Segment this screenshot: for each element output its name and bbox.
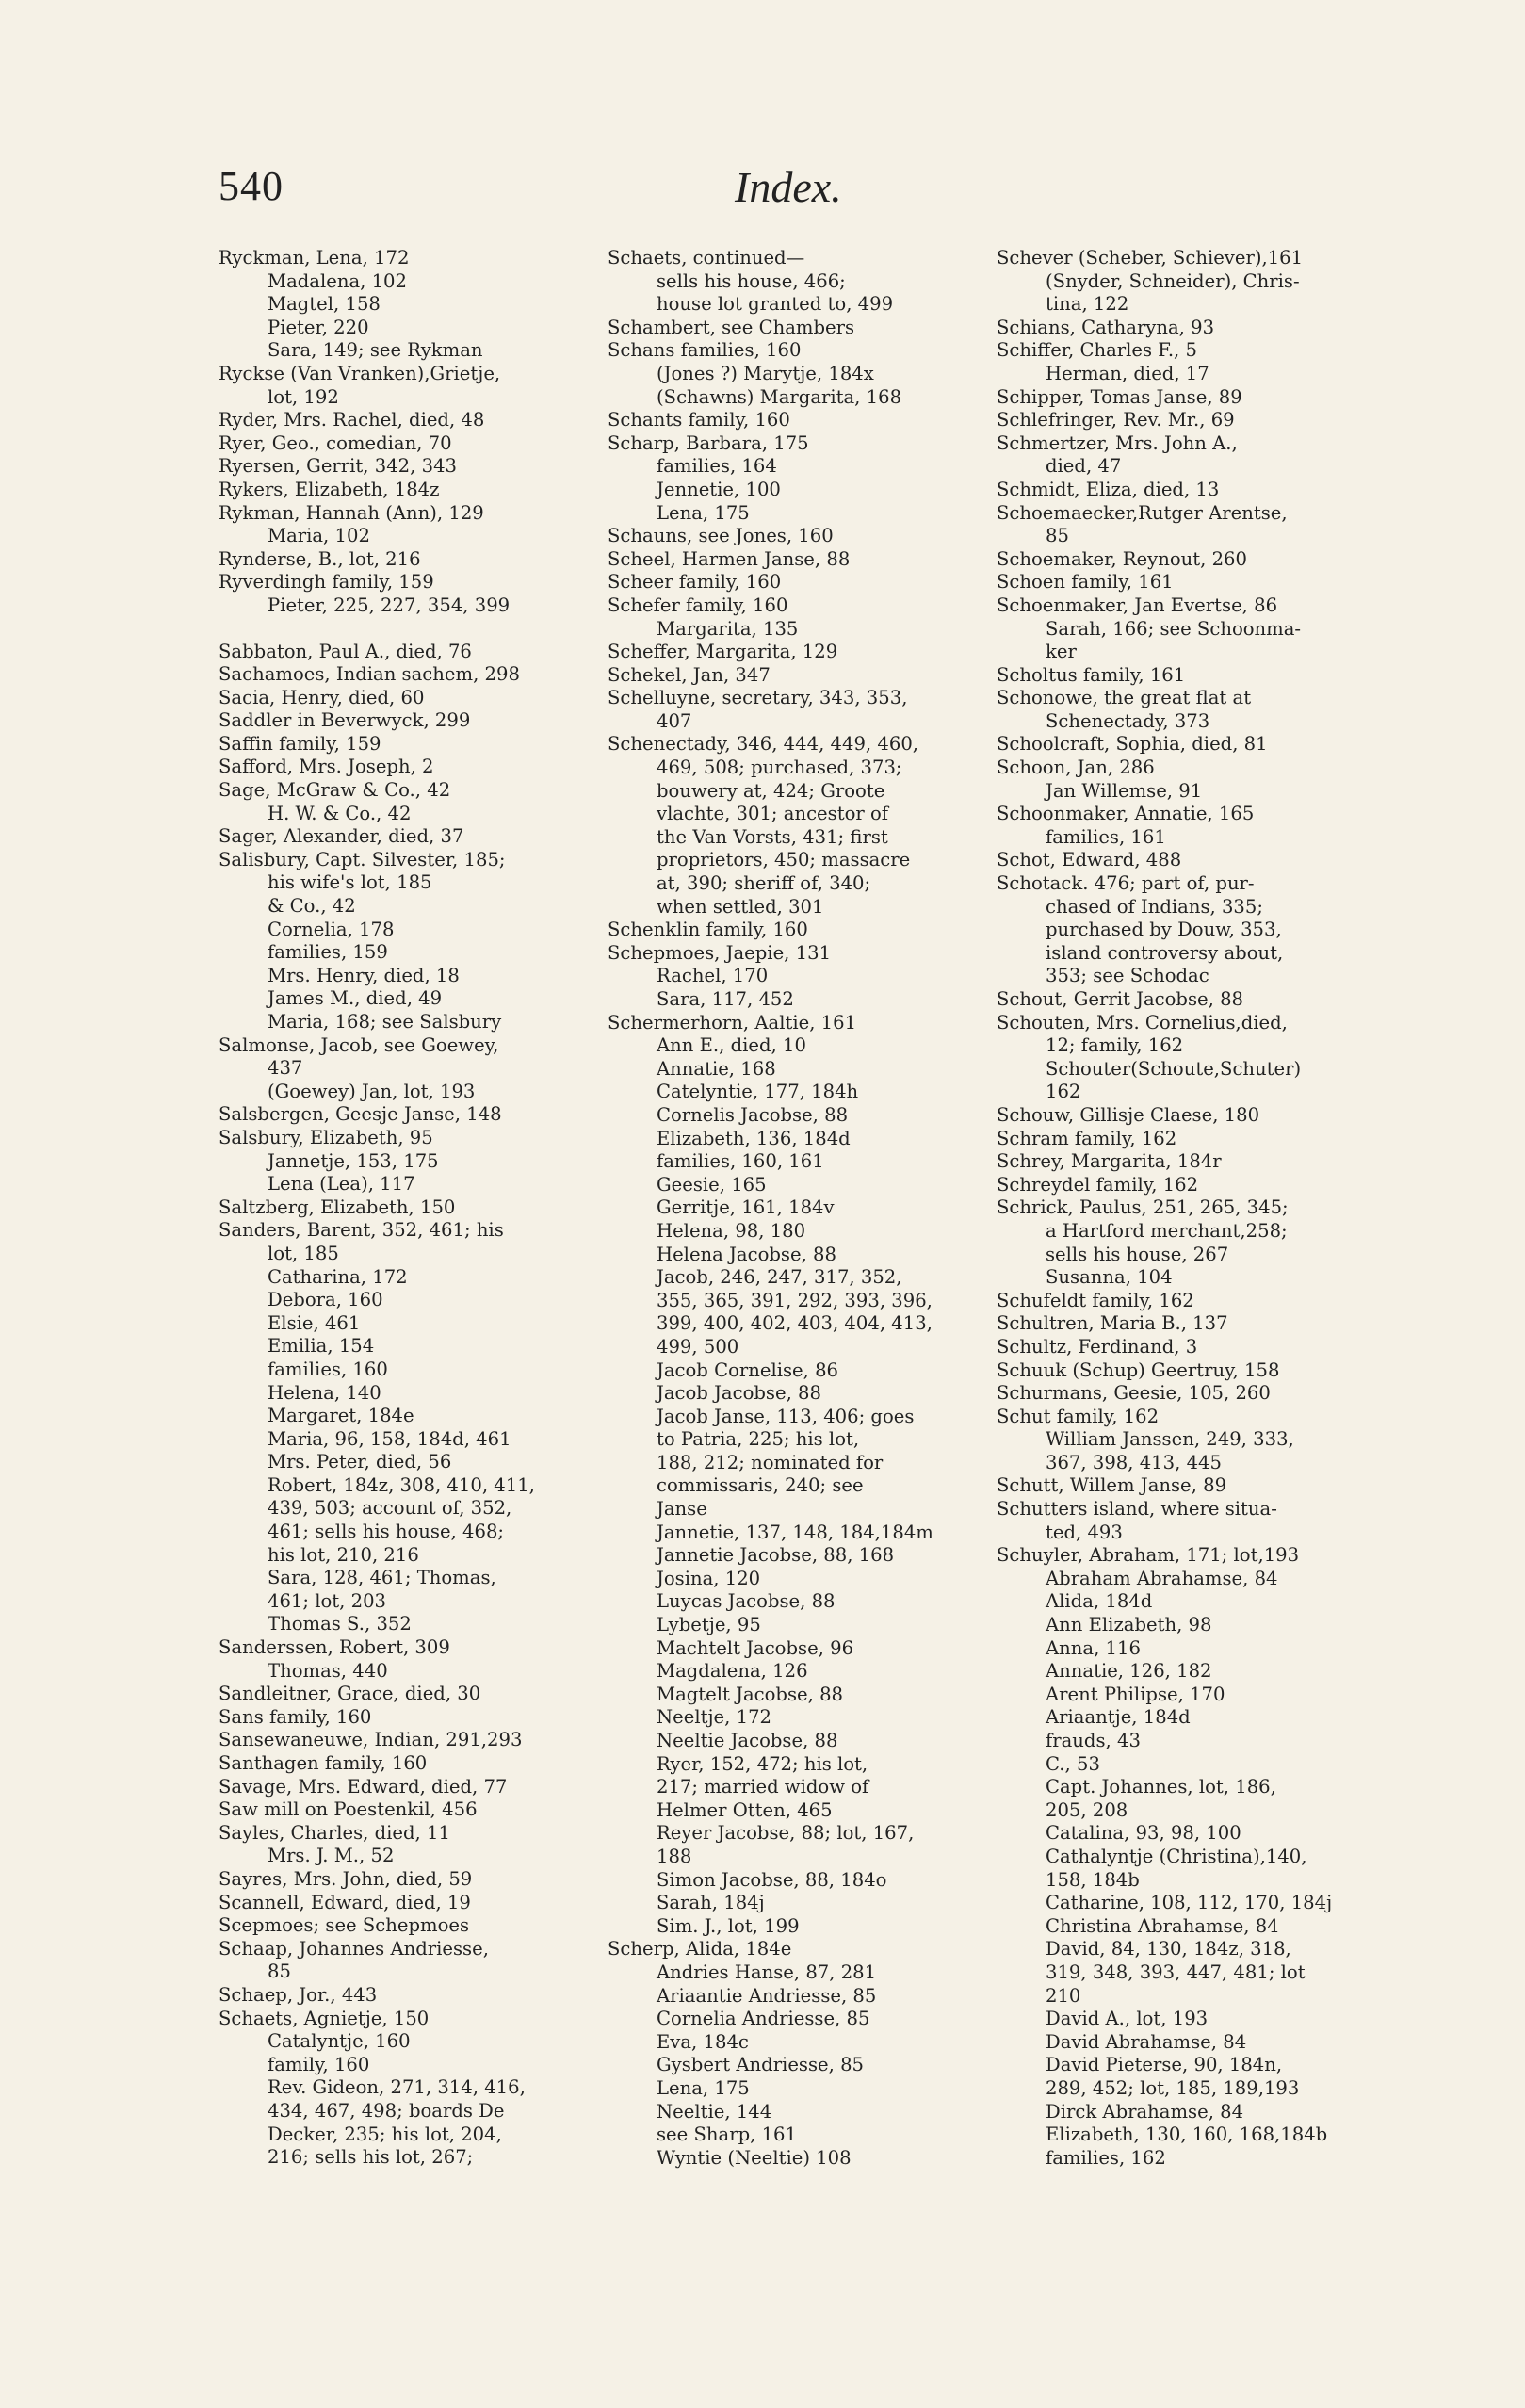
page-header xyxy=(219,162,1349,219)
index-entry: 289, 452; lot, 185, 189,193 xyxy=(1046,2076,1300,2099)
index-entry: Schrick, Paulus, 251, 265, 345; xyxy=(997,1196,1289,1219)
index-entry: Ryer, 152, 472; his lot, xyxy=(657,1752,868,1775)
index-entry: Schermerhorn, Aaltie, 161 xyxy=(608,1011,857,1033)
index-entry: purchased by Douw, 353, xyxy=(1046,919,1282,941)
index-entry: & Co., 42 xyxy=(268,895,356,918)
index-entry: Jennetie, 100 xyxy=(657,478,781,500)
index-entry: Elizabeth, 130, 160, 168,184b xyxy=(1046,2123,1328,2146)
index-entry: Saltzberg, Elizabeth, 150 xyxy=(219,1196,456,1218)
index-entry: Sager, Alexander, died, 37 xyxy=(219,825,464,848)
index-entry: Sara, 149; see Rykman xyxy=(268,339,483,362)
index-entry: Catelyntie, 177, 184h xyxy=(657,1081,859,1103)
index-entry: Schmertzer, Mrs. John A., xyxy=(997,431,1238,454)
index-entry: Jacob, 246, 247, 317, 352, xyxy=(657,1266,902,1289)
index-entry: Magdalena, 126 xyxy=(657,1660,808,1683)
index-entry: Schoemaecker,Rutger Arentse, xyxy=(997,501,1288,524)
index-entry: Helmer Otten, 465 xyxy=(657,1798,833,1821)
index-entry: Scholtus family, 161 xyxy=(997,663,1186,686)
index-entry: Santhagen family, 160 xyxy=(219,1752,428,1774)
index-entry: Schaap, Johannes Andriesse, xyxy=(219,1937,489,1960)
index-entry: Mrs. Henry, died, 18 xyxy=(268,964,460,986)
index-entry: Schaep, Jor., 443 xyxy=(219,1983,378,2006)
index-entry: Catalina, 93, 98, 100 xyxy=(1046,1822,1241,1845)
index-entry: David A., lot, 193 xyxy=(1046,2008,1209,2030)
index-entry: Catharina, 172 xyxy=(268,1265,408,1288)
index-entry: island controversy about, xyxy=(1046,941,1284,964)
index-entry: Emilia, 154 xyxy=(268,1335,375,1358)
index-entry: Sandleitner, Grace, died, 30 xyxy=(219,1683,481,1705)
index-entry: Schot, Edward, 488 xyxy=(997,849,1182,871)
index-entry: Ryder, Mrs. Rachel, died, 48 xyxy=(219,409,485,431)
index-entry: Neeltie Jacobse, 88 xyxy=(657,1730,838,1751)
index-entry: Reyer Jacobse, 88; lot, 167, xyxy=(657,1822,915,1845)
index-entry: Lena, 175 xyxy=(657,501,750,524)
index-entry: Salsbergen, Geesje Janse, 148 xyxy=(219,1103,502,1126)
index-entry: Cornelis Jacobse, 88 xyxy=(657,1103,849,1126)
index-entry: Sayles, Charles, died, 11 xyxy=(219,1821,450,1844)
index-entry: (Goewey) Jan, lot, 193 xyxy=(268,1080,476,1102)
index-entry: see Sharp, 161 xyxy=(657,2123,797,2146)
index-entry: Scheffer, Margarita, 129 xyxy=(608,641,838,663)
index-column-3 xyxy=(997,247,1383,2367)
index-column-1 xyxy=(219,247,595,2367)
index-entry: commissaris, 240; see xyxy=(657,1474,864,1497)
index-entry: Schepmoes, Jaepie, 131 xyxy=(608,941,832,964)
index-entry: Schans families, 160 xyxy=(608,339,802,362)
index-entry: Herman, died, 17 xyxy=(1046,362,1209,384)
index-entry: 469, 508; purchased, 373; xyxy=(657,757,902,779)
index-entry: Helena Jacobse, 88 xyxy=(657,1243,836,1265)
index-entry: Cathalyntje (Christina),140, xyxy=(1046,1845,1307,1867)
index-entry: to Patria, 225; his lot, xyxy=(657,1428,860,1451)
index-entry: Schlefringer, Rev. Mr., 69 xyxy=(997,409,1235,431)
index-entry: Schiffer, Charles F., 5 xyxy=(997,339,1197,362)
index-entry: Schekel, Jan, 347 xyxy=(608,663,771,686)
index-entry: Elizabeth, 136, 184d xyxy=(657,1127,851,1149)
index-entry: Rev. Gideon, 271, 314, 416, xyxy=(268,2076,526,2099)
index-entry: Sarah, 184j xyxy=(657,1892,765,1914)
index-entry: Ryersen, Gerrit, 342, 343 xyxy=(219,455,457,478)
index-entry: Jannetie, 137, 148, 184,184m xyxy=(657,1521,933,1543)
index-entry: 439, 503; account of, 352, xyxy=(268,1497,512,1520)
index-entry: Schreydel family, 162 xyxy=(997,1173,1199,1196)
index-entry: Jannetje, 153, 175 xyxy=(268,1149,439,1172)
index-entry: lot, 185 xyxy=(268,1242,339,1264)
index-entry: 162 xyxy=(1046,1081,1081,1103)
index-entry: Saw mill on Poestenkil, 456 xyxy=(219,1798,478,1821)
index-entry: tina, 122 xyxy=(1046,293,1129,316)
index-entry: Scheer family, 160 xyxy=(608,571,782,594)
index-entry: David Abrahamse, 84 xyxy=(1046,2030,1247,2053)
index-column-2 xyxy=(608,247,984,2367)
index-entry: 434, 467, 498; boards De xyxy=(268,2099,505,2122)
index-entry: Margaret, 184e xyxy=(268,1405,414,1427)
index-entry: Schmidt, Eliza, died, 13 xyxy=(997,478,1220,500)
index-entry: Schram family, 162 xyxy=(997,1127,1177,1149)
index-entry: 437 xyxy=(268,1057,303,1080)
index-entry: 353; see Schodac xyxy=(1046,965,1209,987)
index-entry: 158, 184b xyxy=(1046,1868,1140,1891)
index-entry: Rykman, Hannah (Ann), 129 xyxy=(219,501,484,524)
index-entry: Scharp, Barbara, 175 xyxy=(608,431,809,454)
index-entry: Gysbert Andriesse, 85 xyxy=(657,2054,865,2076)
index-entry: Sage, McGraw & Co., 42 xyxy=(219,779,451,802)
index-entry: his lot, 210, 216 xyxy=(268,1543,419,1566)
index-entry: Schonowe, the great flat at xyxy=(997,687,1252,709)
index-entry: Safford, Mrs. Joseph, 2 xyxy=(219,756,434,778)
index-entry: Ryckman, Lena, 172 xyxy=(219,247,410,268)
index-entry: ted, 493 xyxy=(1046,1521,1123,1543)
index-entry: Anna, 116 xyxy=(1046,1636,1141,1659)
index-entry: Maria, 168; see Salsbury xyxy=(268,1011,502,1033)
index-entry: Schut family, 162 xyxy=(997,1405,1160,1427)
index-entry: proprietors, 450; massacre xyxy=(657,849,911,871)
index-entry: Mrs. Peter, died, 56 xyxy=(268,1451,452,1473)
index-entry: Schenectady, 373 xyxy=(1046,709,1210,732)
index-entry: Scherp, Alida, 184e xyxy=(608,1938,792,1961)
index-entry: Sabbaton, Paul A., died, 76 xyxy=(219,640,472,662)
index-entry: families, 160, 161 xyxy=(657,1150,824,1173)
index-entry: Schoonmaker, Annatie, 165 xyxy=(997,803,1255,825)
index-entry: Decker, 235; his lot, 204, xyxy=(268,2123,502,2145)
index-entry: Schout, Gerrit Jacobse, 88 xyxy=(997,988,1243,1010)
index-entry: Schoolcraft, Sophia, died, 81 xyxy=(997,733,1268,756)
index-entry: Janse xyxy=(657,1498,707,1521)
index-entry: Lena, 175 xyxy=(657,2076,750,2099)
index-entry: Cornelia Andriesse, 85 xyxy=(657,2008,870,2030)
index-entry: Sanderssen, Robert, 309 xyxy=(219,1636,450,1659)
index-entry: (Jones ?) Marytje, 184x xyxy=(657,362,874,384)
index-entry: bouwery at, 424; Groote xyxy=(657,779,885,802)
index-entry: Catalyntje, 160 xyxy=(268,2030,411,2053)
index-entry: Arent Philipse, 170 xyxy=(1046,1683,1225,1705)
index-entry: house lot granted to, 499 xyxy=(657,293,894,316)
index-entry: Schauns, see Jones, 160 xyxy=(608,525,834,547)
index-entry: Sacia, Henry, died, 60 xyxy=(219,686,425,708)
index-entry: Ryer, Geo., comedian, 70 xyxy=(219,431,452,454)
index-entry: 367, 398, 413, 445 xyxy=(1046,1451,1222,1473)
index-entry: 85 xyxy=(1046,525,1069,547)
index-entry: Machtelt Jacobse, 96 xyxy=(657,1636,854,1659)
index-entry: Pieter, 220 xyxy=(268,316,369,338)
index-entry: Scannell, Edward, died, 19 xyxy=(219,1891,471,1913)
index-entry: Madalena, 102 xyxy=(268,269,407,292)
index-entry: 205, 208 xyxy=(1046,1798,1128,1821)
index-entry: Jan Willemse, 91 xyxy=(1046,779,1203,802)
index-entry: 188, 212; nominated for xyxy=(657,1451,884,1473)
index-entry: Schambert, see Chambers xyxy=(608,316,855,338)
index-entry: Alida, 184d xyxy=(1046,1590,1153,1613)
index-entry: (Schawns) Margarita, 168 xyxy=(657,385,902,408)
index-entry: Maria, 96, 158, 184d, 461 xyxy=(268,1427,511,1450)
index-entry: Schenklin family, 160 xyxy=(608,919,808,941)
index-entry: vlachte, 301; ancestor of xyxy=(657,803,889,825)
index-entry: Schuuk (Schup) Geertruy, 158 xyxy=(997,1359,1280,1381)
index-entry: Dirck Abrahamse, 84 xyxy=(1046,2100,1244,2123)
index-entry: Debora, 160 xyxy=(268,1289,383,1311)
index-entry: Schipper, Tomas Janse, 89 xyxy=(997,385,1242,408)
index-entry: sells his house, 267 xyxy=(1046,1243,1229,1265)
index-entry: Ryverdingh family, 159 xyxy=(219,571,434,594)
index-entry: Simon Jacobse, 88, 184o xyxy=(657,1868,887,1891)
index-entry: Helena, 98, 180 xyxy=(657,1219,806,1242)
index-entry: Schuyler, Abraham, 171; lot,193 xyxy=(997,1544,1300,1567)
index-entry: Schultren, Maria B., 137 xyxy=(997,1312,1228,1335)
index-entry: Schelluyne, secretary, 343, 353, xyxy=(608,687,908,709)
index-entry: Sara, 128, 461; Thomas, xyxy=(268,1567,496,1589)
index-entry: Saddler in Beverwyck, 299 xyxy=(219,709,471,732)
index-entry: Neeltie, 144 xyxy=(657,2100,772,2123)
index-entry: 407 xyxy=(657,709,692,732)
index-entry: Ariaantie Andriesse, 85 xyxy=(657,1984,877,2007)
index-entry: ker xyxy=(1046,641,1077,663)
index-entry: Thomas, 440 xyxy=(268,1659,388,1682)
index-entry: Luycas Jacobse, 88 xyxy=(657,1590,836,1613)
index-entry: Ann E., died, 10 xyxy=(657,1034,806,1057)
index-entry: lot, 192 xyxy=(268,385,339,408)
index-entry: Sachamoes, Indian sachem, 298 xyxy=(219,663,520,686)
index-entry: Schufeldt family, 162 xyxy=(997,1289,1194,1311)
index-entry: Helena, 140 xyxy=(268,1381,381,1404)
index-entry: Schaets, continued— xyxy=(608,247,805,268)
index-entry: Ariaantje, 184d xyxy=(1046,1706,1191,1729)
index-entry: Sim. J., lot, 199 xyxy=(657,1914,800,1937)
index-entry: Neeltje, 172 xyxy=(657,1706,772,1729)
index-entry: Pieter, 225, 227, 354, 399 xyxy=(268,594,511,616)
index-entry: 188 xyxy=(657,1845,692,1867)
index-entry: Margarita, 135 xyxy=(657,617,799,640)
index-entry: Lena (Lea), 117 xyxy=(268,1173,415,1196)
index-entry: Jacob Cornelise, 86 xyxy=(657,1359,839,1381)
index-entry: Capt. Johannes, lot, 186, xyxy=(1046,1776,1276,1798)
index-entry: families, 161 xyxy=(1046,825,1166,848)
index-entry: Abraham Abrahamse, 84 xyxy=(1046,1567,1278,1589)
index-entry: Saffin family, 159 xyxy=(219,732,381,755)
index-entry: Schurmans, Geesie, 105, 260 xyxy=(997,1382,1271,1405)
index-entry: 216; sells his lot, 267; xyxy=(268,2146,474,2169)
index-entry: Annatie, 168 xyxy=(657,1057,776,1080)
index-entry: Cornelia, 178 xyxy=(268,918,395,940)
index-entry: Schoemaker, Reynout, 260 xyxy=(997,547,1247,570)
index-entry: family, 160 xyxy=(268,2053,370,2075)
index-entry: Maria, 102 xyxy=(268,525,370,547)
index-entry: died, 47 xyxy=(1046,455,1122,478)
index-entry: Ann Elizabeth, 98 xyxy=(1046,1614,1212,1636)
index-entry: Susanna, 104 xyxy=(1046,1266,1173,1289)
index-entry: Elsie, 461 xyxy=(268,1311,361,1334)
index-entry: sells his house, 466; xyxy=(657,269,846,292)
index-entry: Geesie, 165 xyxy=(657,1173,767,1196)
index-entry: 399, 400, 402, 403, 404, 413, xyxy=(657,1312,933,1335)
index-entry: Schouter(Schoute,Schuter) xyxy=(1046,1057,1302,1080)
index-entry: Sayres, Mrs. John, died, 59 xyxy=(219,1867,473,1890)
index-entry: Schutt, Willem Janse, 89 xyxy=(997,1474,1227,1497)
index-entry: Gerritje, 161, 184v xyxy=(657,1196,835,1219)
index-entry: Jannetie Jacobse, 88, 168 xyxy=(657,1544,895,1567)
index-entry: Schoen family, 161 xyxy=(997,571,1174,594)
index-entry: Schoon, Jan, 286 xyxy=(997,757,1155,779)
index-entry: William Janssen, 249, 333, xyxy=(1046,1428,1294,1451)
index-entry: Rykers, Elizabeth, 184z xyxy=(219,478,440,500)
index-entry: Wyntie (Neeltie) 108 xyxy=(657,2146,852,2169)
index-entry: Savage, Mrs. Edward, died, 77 xyxy=(219,1775,508,1798)
index-entry: Schants family, 160 xyxy=(608,409,790,431)
index-entry: Magtelt Jacobse, 88 xyxy=(657,1683,844,1705)
index-entry: Magtel, 158 xyxy=(268,293,381,316)
index-entry: families, 160 xyxy=(268,1358,388,1380)
index-entry: Sarah, 166; see Schoonma- xyxy=(1046,617,1302,640)
index-entry: James M., died, 49 xyxy=(268,987,443,1010)
index-entry: a Hartford merchant,258; xyxy=(1046,1219,1288,1242)
index-entry: Rachel, 170 xyxy=(657,965,769,987)
index-entry: Christina Abrahamse, 84 xyxy=(1046,1914,1279,1937)
index-entry: Eva, 184c xyxy=(657,2030,749,2053)
index-entry: Lybetje, 95 xyxy=(657,1614,761,1636)
index-entry: Jacob Janse, 113, 406; goes xyxy=(657,1405,915,1427)
index-entry: 85 xyxy=(268,1961,291,1983)
index-entry: C., 53 xyxy=(1046,1752,1100,1775)
index-entry: Sans family, 160 xyxy=(219,1705,372,1728)
index-entry: Schians, Catharyna, 93 xyxy=(997,316,1215,338)
index-entry: Josina, 120 xyxy=(657,1567,761,1589)
index-entry: Sara, 117, 452 xyxy=(657,988,794,1010)
index-entry: Rynderse, B., lot, 216 xyxy=(219,547,421,570)
index-entry: Mrs. J. M., 52 xyxy=(268,1845,395,1867)
index-entry: Sanders, Barent, 352, 461; his xyxy=(219,1219,504,1242)
index-columns xyxy=(219,247,1415,2367)
index-entry: David Pieterse, 90, 184n, xyxy=(1046,2054,1283,2076)
index-entry: Salsbury, Elizabeth, 95 xyxy=(219,1126,433,1148)
index-entry: Annatie, 126, 182 xyxy=(1046,1660,1212,1683)
index-entry: his wife's lot, 185 xyxy=(268,871,432,894)
index-entry: Schoenmaker, Jan Evertse, 86 xyxy=(997,594,1278,616)
index-entry: Schever (Scheber, Schiever),161 xyxy=(997,247,1304,268)
index-entry: at, 390; sheriff of, 340; xyxy=(657,872,871,895)
index-entry: families, 164 xyxy=(657,455,777,478)
index-entry: 499, 500 xyxy=(657,1335,739,1358)
index-entry: Schaets, Agnietje, 150 xyxy=(219,2007,430,2029)
index-entry: when settled, 301 xyxy=(657,895,824,918)
index-entry: Jacob Jacobse, 88 xyxy=(657,1382,821,1405)
index-entry: Schefer family, 160 xyxy=(608,594,788,616)
index-entry: Schouten, Mrs. Cornelius,died, xyxy=(997,1011,1288,1033)
index-entry: families, 162 xyxy=(1046,2146,1166,2169)
index-entry: 210 xyxy=(1046,1984,1081,2007)
index-entry: David, 84, 130, 184z, 318, xyxy=(1046,1938,1291,1961)
index-entry: families, 159 xyxy=(268,941,388,964)
index-entry: Schutters island, where situa- xyxy=(997,1498,1277,1521)
page-number: 540 xyxy=(219,163,284,209)
index-entry: Schultz, Ferdinand, 3 xyxy=(997,1335,1198,1358)
index-entry: Robert, 184z, 308, 410, 411, xyxy=(268,1473,535,1496)
index-entry: chased of Indians, 335; xyxy=(1046,895,1263,918)
index-entry: 461; lot, 203 xyxy=(268,1589,387,1612)
index-entry: 217; married widow of xyxy=(657,1776,869,1798)
index-entry: Sansewaneuwe, Indian, 291,293 xyxy=(219,1729,523,1751)
index-entry: 319, 348, 393, 447, 481; lot xyxy=(1046,1961,1306,1983)
index-entry: 355, 365, 391, 292, 393, 396, xyxy=(657,1289,933,1311)
index-entry: Scheel, Harmen Janse, 88 xyxy=(608,547,851,570)
index-entry: H. W. & Co., 42 xyxy=(268,802,412,824)
index-entry: Thomas S., 352 xyxy=(268,1613,412,1635)
index-entry: 12; family, 162 xyxy=(1046,1034,1184,1057)
index-entry: Schotack. 476; part of, pur- xyxy=(997,872,1255,895)
index-entry: Schenectady, 346, 444, 449, 460, xyxy=(608,733,919,756)
index-entry: Salisbury, Capt. Silvester, 185; xyxy=(219,848,506,870)
running-title: Index. xyxy=(735,163,842,211)
index-entry: the Van Vorsts, 431; first xyxy=(657,825,888,848)
index-entry: Andries Hanse, 87, 281 xyxy=(657,1961,877,1983)
index-entry: Salmonse, Jacob, see Goewey, xyxy=(219,1033,499,1056)
index-entry: Scepmoes; see Schepmoes xyxy=(219,1914,470,1937)
index-entry: Schouw, Gillisje Claese, 180 xyxy=(997,1103,1260,1126)
index-entry: 461; sells his house, 468; xyxy=(268,1521,505,1543)
index-entry: Ryckse (Van Vranken),Grietje, xyxy=(219,362,501,384)
index-entry: Catharine, 108, 112, 170, 184j xyxy=(1046,1892,1333,1914)
index-entry: (Snyder, Schneider), Chris- xyxy=(1046,269,1300,292)
index-entry: frauds, 43 xyxy=(1046,1730,1141,1751)
index-entry: Schrey, Margarita, 184r xyxy=(997,1150,1222,1173)
